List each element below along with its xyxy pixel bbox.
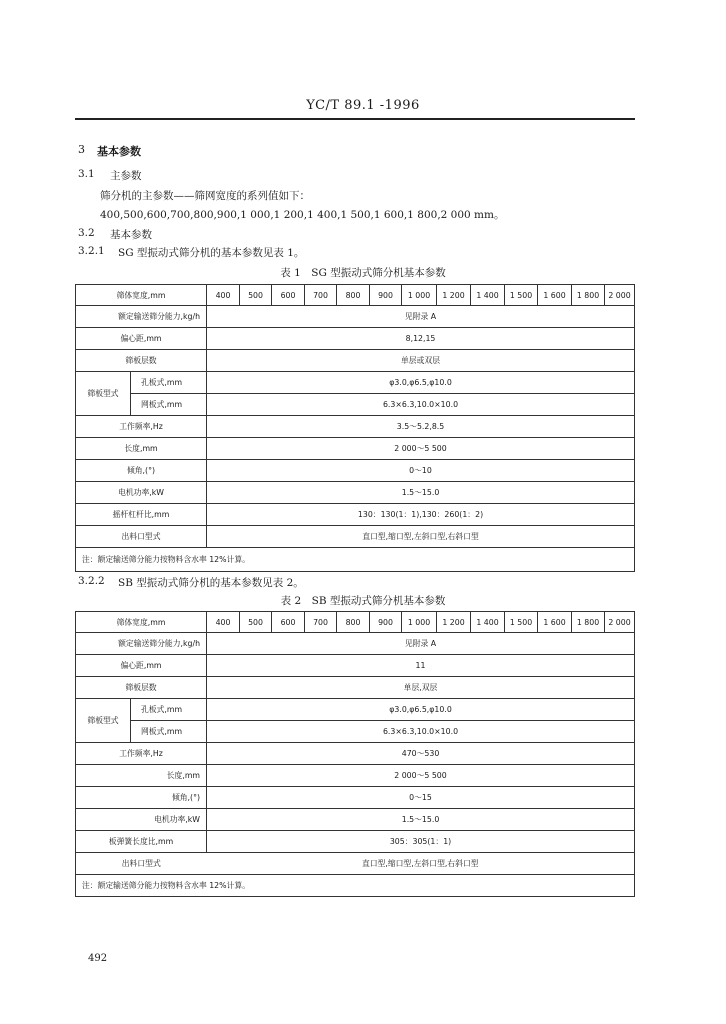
capacity-value: 见附录 A: [207, 306, 635, 328]
ratio-value: 305：305(1：1): [207, 831, 635, 853]
mesh-label: 网板式,mm: [131, 721, 207, 743]
section-3-2-2-text: SB 型振动式筛分机的基本参数见表 2。: [118, 577, 304, 589]
width-value: 600: [272, 612, 305, 633]
table-row: [76, 548, 635, 572]
ratio-value: 130：130(1：1),130：260(1：2): [207, 504, 635, 526]
eccentric-value: 8,12,15: [207, 328, 635, 350]
table-row: [76, 460, 635, 482]
width-value: 2 000: [605, 285, 635, 306]
section-3-1-title: 主参数: [110, 170, 142, 182]
width-value: 400: [207, 612, 240, 633]
hole-label: 孔板式,mm: [131, 699, 207, 721]
capacity-label: 额定输送筛分能力,kg/h: [76, 633, 207, 655]
table-row: [76, 677, 635, 699]
angle-value: 0～15: [207, 787, 635, 809]
ratio-label: 板弹簧长度比,mm: [76, 831, 207, 853]
mesh-label: 网板式,mm: [131, 394, 207, 416]
table-row: [76, 853, 635, 875]
width-value: 2 000: [605, 612, 635, 633]
table-row: [76, 787, 635, 809]
section-3-2-title: 基本参数: [110, 229, 152, 241]
section-3-number: 3: [78, 143, 85, 156]
section-3-2-1-text: SG 型振动式筛分机的基本参数见表 1。: [118, 247, 305, 259]
width-label: 筛体宽度,mm: [76, 285, 207, 306]
table-row: [76, 699, 635, 721]
table-row: [76, 372, 635, 394]
outlet-value: 直口型,缩口型,左斜口型,右斜口型: [207, 853, 635, 875]
table-row: [76, 285, 635, 306]
width-value: 800: [337, 612, 370, 633]
width-value: 1 400: [471, 612, 505, 633]
table-row: [76, 482, 635, 504]
table-row: [76, 743, 635, 765]
section-3-2-1-number: 3.2.1: [78, 245, 105, 257]
freq-value: 3.5～5.2,8.5: [207, 416, 635, 438]
outlet-label: 出料口型式: [76, 526, 207, 548]
width-value: 1 200: [437, 612, 471, 633]
table-row: [76, 655, 635, 677]
eccentric-label: 偏心距,mm: [76, 655, 207, 677]
layers-label: 筛板层数: [76, 350, 207, 372]
length-value: 2 000～5 500: [207, 438, 635, 460]
section-3-1-number: 3.1: [78, 168, 95, 180]
table-row: [76, 809, 635, 831]
length-label: 长度,mm: [76, 765, 207, 787]
table-row: [76, 875, 635, 897]
table1: [75, 284, 635, 572]
table-row: [76, 612, 635, 633]
standard-code: YC/T 89.1 -1996: [306, 98, 420, 113]
table-row: [76, 350, 635, 372]
hole-value: φ3.0,φ6.5,φ10.0: [207, 372, 635, 394]
section-3-2-2-number: 3.2.2: [78, 575, 105, 587]
capacity-value: 见附录 A: [207, 633, 635, 655]
power-label: 电机功率,kW: [76, 809, 207, 831]
width-value: 1 500: [505, 612, 538, 633]
width-value: 600: [272, 285, 305, 306]
width-value: 400: [207, 285, 240, 306]
table1-caption: 表 1 SG 型振动式筛分机基本参数: [280, 267, 446, 279]
mesh-value: 6.3×6.3,10.0×10.0: [207, 721, 635, 743]
angle-value: 0～10: [207, 460, 635, 482]
header-rule: [75, 118, 635, 120]
table-row: [76, 765, 635, 787]
eccentric-label: 偏心距,mm: [76, 328, 207, 350]
width-value: 900: [370, 285, 402, 306]
width-value: 1 800: [572, 285, 605, 306]
table1-note: 注：额定输送筛分能力按物料含水率 12%计算。: [76, 548, 635, 572]
page-number: 492: [88, 953, 108, 964]
table-row: [76, 633, 635, 655]
plate-type-label: 筛板型式: [76, 699, 131, 743]
table-row: [76, 831, 635, 853]
width-value: 900: [370, 612, 402, 633]
width-value: 500: [240, 612, 272, 633]
power-label: 电机功率,kW: [76, 482, 207, 504]
section-3-2-number: 3.2: [78, 227, 95, 239]
outlet-label: 出料口型式: [76, 853, 207, 875]
eccentric-value: 11: [207, 655, 635, 677]
layers-value: 单层,双层: [207, 677, 635, 699]
table2-caption: 表 2 SB 型振动式筛分机基本参数: [280, 595, 446, 607]
width-value: 700: [305, 612, 337, 633]
table-row: [76, 438, 635, 460]
table-row: [76, 394, 635, 416]
width-value: 800: [337, 285, 370, 306]
hole-label: 孔板式,mm: [131, 372, 207, 394]
width-value: 700: [305, 285, 337, 306]
freq-label: 工作频率,Hz: [76, 743, 207, 765]
power-value: 1.5～15.0: [207, 482, 635, 504]
angle-label: 倾角,(°): [76, 787, 207, 809]
table-row: [76, 306, 635, 328]
length-label: 长度,mm: [76, 438, 207, 460]
width-value: 1 200: [437, 285, 471, 306]
layers-value: 单层或双层: [207, 350, 635, 372]
mesh-value: 6.3×6.3,10.0×10.0: [207, 394, 635, 416]
layers-label: 筛板层数: [76, 677, 207, 699]
table2: [75, 611, 635, 897]
hole-value: φ3.0,φ6.5,φ10.0: [207, 699, 635, 721]
freq-label: 工作频率,Hz: [76, 416, 207, 438]
table-row: [76, 416, 635, 438]
section-3-1-line2: 400,500,600,700,800,900,1 000,1 200,1 400,1 500,1 600,1 800,2 000 mm。: [100, 209, 505, 221]
ratio-label: 摇杆杠杆比,mm: [76, 504, 207, 526]
freq-value: 470～530: [207, 743, 635, 765]
width-value: 500: [240, 285, 272, 306]
section-3-title: 基本参数: [97, 145, 141, 158]
table2-note: 注：额定输送筛分能力按物料含水率 12%计算。: [76, 875, 635, 897]
table-row: [76, 504, 635, 526]
table-row: [76, 526, 635, 548]
width-value: 1 600: [538, 285, 572, 306]
outlet-value: 直口型,缩口型,左斜口型,右斜口型: [207, 526, 635, 548]
table-row: [76, 721, 635, 743]
width-value: 1 400: [471, 285, 505, 306]
width-label: 筛体宽度,mm: [76, 612, 207, 633]
capacity-label: 额定输送筛分能力,kg/h: [76, 306, 207, 328]
power-value: 1.5～15.0: [207, 809, 635, 831]
length-value: 2 000～5 500: [207, 765, 635, 787]
plate-type-label: 筛板型式: [76, 372, 131, 416]
width-value: 1 000: [402, 285, 437, 306]
width-value: 1 500: [505, 285, 538, 306]
width-value: 1 800: [572, 612, 605, 633]
table-row: [76, 328, 635, 350]
width-value: 1 600: [538, 612, 572, 633]
section-3-1-line1: 筛分机的主参数——筛网宽度的系列值如下：: [100, 190, 310, 202]
width-value: 1 000: [402, 612, 437, 633]
angle-label: 倾角,(°): [76, 460, 207, 482]
